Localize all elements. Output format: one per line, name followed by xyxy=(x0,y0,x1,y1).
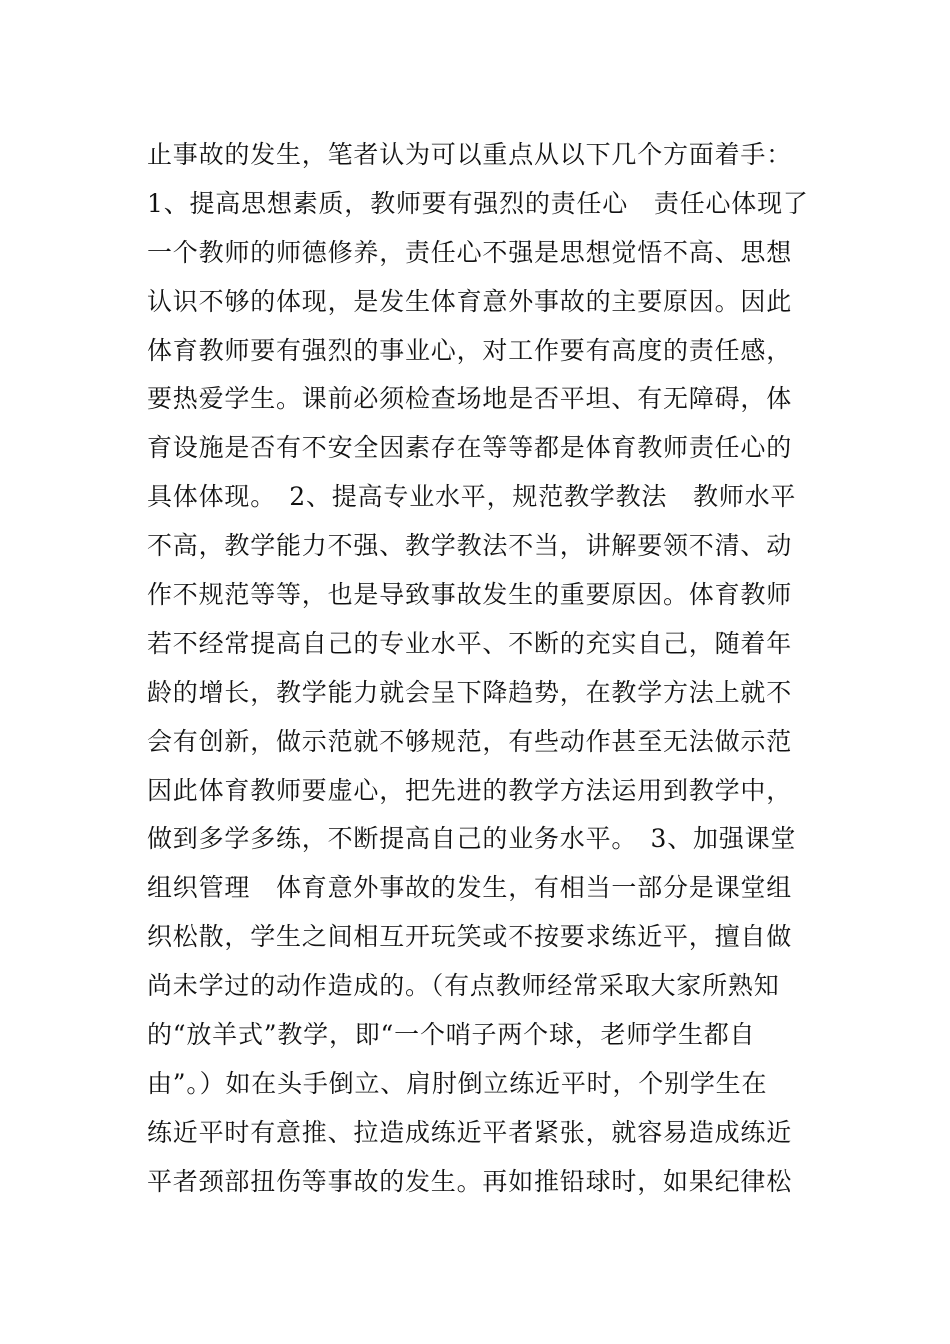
body-text xyxy=(147,131,807,1207)
text-line: 不高，教学能力不强、教学教法不当，讲解要领不清、动 xyxy=(147,531,793,561)
text-line: 认识不够的体现，是发生体育意外事故的主要原因。因此 xyxy=(147,286,793,316)
text-line: 要热爱学生。课前必须检查场地是否平坦、有无障碍，体 xyxy=(147,384,793,414)
text-line: 平者颈部扭伤等事故的发生。再如推铅球时，如果纪律松 xyxy=(147,1166,793,1196)
text-line: 做到多学多练，不断提高自己的业务水平。 3、加强课堂 xyxy=(147,824,797,854)
text-line: 若不经常提高自己的专业水平、不断的充实自己，随着年 xyxy=(147,628,793,658)
text-line: 由”。）如在头手倒立、肩肘倒立练近平时，个别学生在 xyxy=(147,1068,768,1098)
text-line: 织松散，学生之间相互开玩笑或不按要求练近平，擅自做 xyxy=(147,922,793,952)
text-line: 止事故的发生，笔者认为可以重点从以下几个方面着手： xyxy=(147,140,793,169)
text-line: 作不规范等等，也是导致事故发生的重要原因。体育教师 xyxy=(147,580,793,610)
text-line: 会有创新，做示范就不够规范，有些动作甚至无法做示范 xyxy=(147,726,793,756)
text-line: 一个教师的师德修养，责任心不强是思想觉悟不高、思想 xyxy=(147,237,793,267)
text-line: 育设施是否有不安全因素存在等等都是体育教师责任心的 xyxy=(147,433,793,463)
text-line: 因此体育教师要虚心，把先进的教学方法运用到教学中， xyxy=(147,775,793,805)
text-line: 的“放羊式”教学，即“一个哨子两个球，老师学生都自 xyxy=(147,1020,756,1050)
text-line: 尚未学过的动作造成的。（有点教师经常采取大家所熟知 xyxy=(147,971,780,1001)
text-line: 具体体现。 2、提高专业水平，规范教学教法 教师水平 xyxy=(147,482,797,512)
text-line: 组织管理 体育意外事故的发生，有相当一部分是课堂组 xyxy=(147,873,793,903)
text-line: 体育教师要有强烈的事业心，对工作要有高度的责任感， xyxy=(147,335,793,365)
text-line: 练近平时有意推、拉造成练近平者紧张，就容易造成练近 xyxy=(147,1117,793,1147)
text-line: 1、提高思想素质，教师要有强烈的责任心 责任心体现了 xyxy=(147,188,809,218)
text-line: 龄的增长，教学能力就会呈下降趋势，在教学方法上就不 xyxy=(147,677,793,707)
